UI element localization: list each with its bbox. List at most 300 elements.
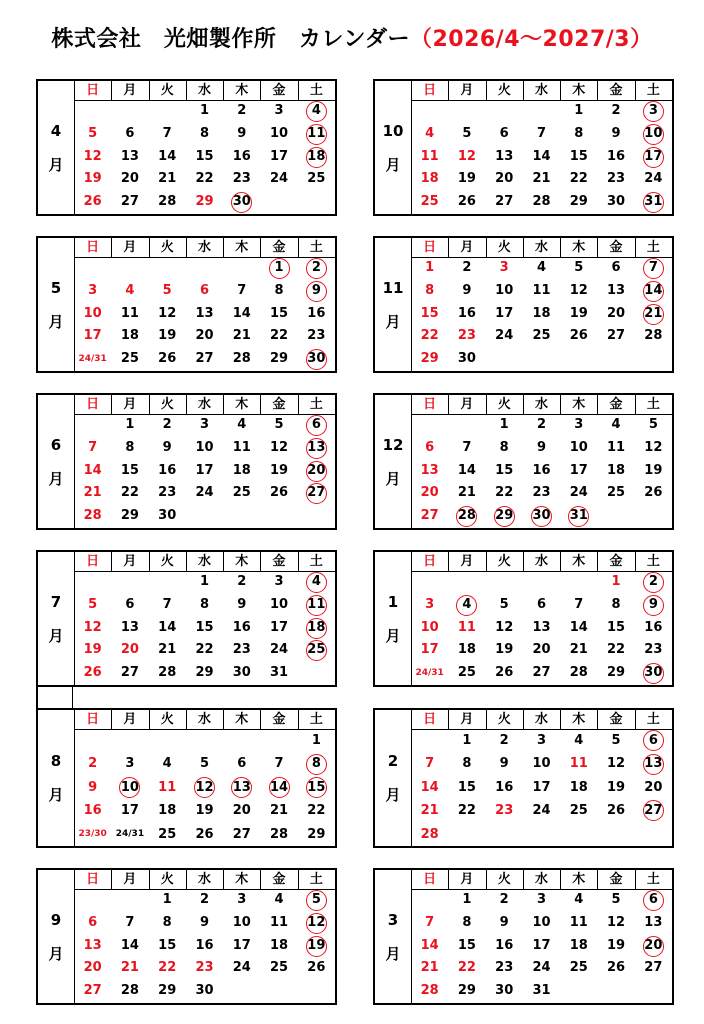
weekday-header: 水 — [534, 240, 548, 255]
month-kanji: 月 — [385, 469, 401, 488]
month-number: 11 — [382, 278, 404, 297]
day-cell: 26 — [195, 826, 214, 842]
day-cell: 20 — [232, 803, 251, 819]
day-cell: 20 — [195, 328, 214, 344]
day-cell: 9 — [199, 914, 209, 930]
day-cell: 8 — [162, 914, 172, 930]
day-cell: 12 — [607, 756, 626, 772]
day-cell: 17 — [420, 642, 439, 658]
day-cell: 2 — [237, 103, 247, 118]
day-cell: 10 — [532, 756, 551, 772]
weekday-header: 金 — [609, 83, 623, 98]
weekday-header: 土 — [309, 712, 323, 727]
day-cell: 11 — [569, 756, 588, 772]
weekday-header: 火 — [497, 240, 511, 255]
weekday-header: 金 — [272, 712, 286, 727]
weekday-header: 金 — [272, 554, 286, 569]
day-cell: 12 — [495, 619, 514, 635]
day-cell: 27 — [232, 826, 251, 842]
day-cell: 12 — [83, 619, 102, 635]
day-cell: 9 — [311, 282, 321, 298]
day-cell: 22 — [195, 642, 214, 658]
day-cell: 22 — [457, 960, 476, 976]
weekday-header: 木 — [572, 83, 586, 98]
month-number: 1 — [387, 592, 399, 611]
day-cell: 14 — [569, 619, 588, 635]
weekday-header: 火 — [497, 83, 511, 98]
month-block-1 — [373, 550, 674, 687]
month-kanji: 月 — [48, 626, 64, 645]
day-cell: 18 — [457, 642, 476, 658]
day-cell: 11 — [307, 125, 326, 141]
weekday-header: 土 — [646, 83, 660, 98]
day-cell: 1 — [425, 260, 435, 275]
month-kanji: 月 — [385, 944, 401, 963]
day-cell: 17 — [644, 148, 663, 164]
day-cell: 1 — [574, 103, 584, 118]
weekday-header: 火 — [497, 872, 511, 887]
weekday-header: 木 — [572, 712, 586, 727]
day-cell: 21 — [569, 642, 588, 658]
day-cell: 17 — [569, 462, 588, 478]
day-cell: 3 — [199, 417, 209, 432]
day-cell: 25 — [569, 960, 588, 976]
day-cell: 15 — [457, 779, 476, 795]
day-cell: 29 — [195, 665, 214, 681]
day-cell: 17 — [495, 305, 514, 321]
day-cell: 24/31 — [115, 828, 145, 839]
day-cell: 24 — [644, 171, 663, 187]
day-cell: 5 — [462, 125, 472, 141]
day-cell: 14 — [158, 148, 177, 164]
day-cell: 11 — [307, 596, 326, 612]
day-cell: 21 — [420, 960, 439, 976]
day-cell: 23 — [644, 642, 663, 658]
day-cell: 10 — [495, 282, 514, 298]
weekday-header: 木 — [235, 83, 249, 98]
day-cell: 1 — [462, 892, 472, 907]
weekday-header: 木 — [235, 554, 249, 569]
weekday-header: 水 — [197, 83, 211, 98]
weekday-header: 月 — [123, 83, 137, 98]
day-cell: 17 — [195, 462, 214, 478]
day-cell: 25 — [120, 351, 139, 367]
day-cell: 7 — [462, 439, 472, 455]
day-cell: 2 — [237, 574, 247, 589]
day-cell: 16 — [495, 937, 514, 953]
weekday-header: 土 — [309, 397, 323, 412]
weekday-header: 火 — [160, 712, 174, 727]
day-cell: 8 — [311, 756, 321, 772]
weekday-header: 水 — [534, 397, 548, 412]
day-cell: 7 — [648, 260, 658, 275]
day-cell: 20 — [120, 171, 139, 187]
day-cell: 26 — [644, 485, 663, 501]
day-cell: 28 — [420, 983, 439, 999]
day-cell: 11 — [158, 779, 177, 795]
weekday-header: 木 — [572, 397, 586, 412]
weekday-header: 日 — [423, 872, 437, 887]
day-cell: 29 — [457, 983, 476, 999]
day-cell: 19 — [195, 803, 214, 819]
day-cell: 1 — [199, 103, 209, 118]
day-cell: 8 — [425, 282, 435, 298]
day-cell: 28 — [457, 508, 476, 524]
day-cell: 29 — [569, 194, 588, 210]
weekday-header: 木 — [235, 397, 249, 412]
day-cell: 12 — [607, 914, 626, 930]
day-cell: 18 — [232, 462, 251, 478]
day-cell: 3 — [499, 260, 509, 275]
month-number: 5 — [50, 278, 62, 297]
day-cell: 1 — [125, 417, 135, 432]
day-cell: 21 — [232, 328, 251, 344]
weekday-header: 金 — [609, 397, 623, 412]
weekday-header: 日 — [86, 397, 100, 412]
month-number: 4 — [50, 121, 62, 140]
day-cell: 15 — [195, 619, 214, 635]
day-cell: 20 — [644, 779, 663, 795]
day-cell: 14 — [270, 779, 289, 795]
day-cell: 2 — [462, 260, 472, 275]
day-cell: 21 — [457, 485, 476, 501]
day-cell: 4 — [611, 417, 621, 432]
day-cell: 16 — [158, 462, 177, 478]
day-cell: 25 — [569, 803, 588, 819]
day-cell: 5 — [274, 417, 284, 432]
day-cell: 2 — [199, 892, 209, 907]
day-cell: 3 — [125, 756, 135, 772]
day-cell: 29 — [307, 826, 326, 842]
day-cell: 25 — [270, 960, 289, 976]
weekday-header: 火 — [160, 872, 174, 887]
weekday-header: 月 — [123, 397, 137, 412]
month-block-7 — [36, 550, 337, 687]
weekday-header: 日 — [86, 240, 100, 255]
day-cell: 18 — [569, 937, 588, 953]
day-cell: 25 — [532, 328, 551, 344]
day-cell: 17 — [120, 803, 139, 819]
weekday-header: 木 — [572, 872, 586, 887]
day-cell: 26 — [495, 665, 514, 681]
day-cell: 31 — [532, 983, 551, 999]
day-cell: 25 — [607, 485, 626, 501]
day-cell: 8 — [462, 756, 472, 772]
day-cell: 8 — [274, 282, 284, 298]
month-kanji: 月 — [48, 786, 64, 804]
month-kanji: 月 — [48, 944, 64, 963]
day-cell: 27 — [420, 508, 439, 524]
day-cell: 18 — [307, 619, 326, 635]
day-cell: 9 — [237, 125, 247, 141]
day-cell: 1 — [311, 733, 321, 748]
weekday-header: 土 — [646, 872, 660, 887]
weekday-header: 日 — [423, 554, 437, 569]
day-cell: 8 — [199, 125, 209, 141]
day-cell: 28 — [569, 665, 588, 681]
day-cell: 29 — [195, 194, 214, 210]
day-cell: 15 — [307, 779, 326, 795]
day-cell: 26 — [158, 351, 177, 367]
day-cell: 2 — [162, 417, 172, 432]
day-cell: 14 — [457, 462, 476, 478]
weekday-header: 日 — [423, 83, 437, 98]
day-cell: 7 — [88, 439, 98, 455]
day-cell: 9 — [536, 439, 546, 455]
day-cell: 14 — [532, 148, 551, 164]
month-block-6 — [36, 393, 337, 530]
day-cell: 7 — [237, 282, 247, 298]
weekday-header: 火 — [497, 712, 511, 727]
day-cell: 5 — [611, 892, 621, 907]
day-cell: 8 — [462, 914, 472, 930]
day-cell: 11 — [457, 619, 476, 635]
day-cell: 29 — [420, 351, 439, 367]
day-cell: 24 — [532, 960, 551, 976]
weekday-header: 月 — [460, 83, 474, 98]
day-cell: 8 — [499, 439, 509, 455]
weekday-header: 土 — [646, 240, 660, 255]
weekday-header: 月 — [460, 712, 474, 727]
day-cell: 26 — [307, 960, 326, 976]
day-cell: 20 — [120, 642, 139, 658]
day-cell: 16 — [495, 779, 514, 795]
month-number: 2 — [387, 752, 399, 770]
day-cell: 17 — [232, 937, 251, 953]
day-cell: 15 — [607, 619, 626, 635]
day-cell: 15 — [457, 937, 476, 953]
day-cell: 30 — [307, 351, 326, 367]
day-cell: 13 — [195, 305, 214, 321]
day-cell: 20 — [607, 305, 626, 321]
day-cell: 26 — [607, 803, 626, 819]
day-cell: 8 — [574, 125, 584, 141]
weekday-header: 木 — [572, 554, 586, 569]
day-cell: 8 — [611, 596, 621, 612]
day-cell: 4 — [237, 417, 247, 432]
day-cell: 28 — [232, 351, 251, 367]
day-cell: 24 — [232, 960, 251, 976]
day-cell: 21 — [270, 803, 289, 819]
weekday-header: 木 — [235, 872, 249, 887]
month-block-11 — [373, 236, 674, 373]
day-cell: 28 — [158, 194, 177, 210]
day-cell: 8 — [125, 439, 135, 455]
day-cell: 4 — [125, 282, 135, 298]
weekday-header: 水 — [197, 397, 211, 412]
day-cell: 25 — [307, 642, 326, 658]
day-cell: 16 — [307, 305, 326, 321]
day-cell: 22 — [307, 803, 326, 819]
weekday-header: 日 — [423, 240, 437, 255]
day-cell: 26 — [569, 328, 588, 344]
day-cell: 22 — [607, 642, 626, 658]
day-cell: 14 — [644, 282, 663, 298]
day-cell: 22 — [158, 960, 177, 976]
day-cell: 15 — [420, 305, 439, 321]
day-cell: 15 — [569, 148, 588, 164]
day-cell: 7 — [162, 125, 172, 141]
day-cell: 27 — [83, 983, 102, 999]
month-number: 6 — [50, 435, 62, 454]
day-cell: 13 — [307, 439, 326, 455]
month-number: 8 — [50, 752, 62, 770]
day-cell: 23 — [307, 328, 326, 344]
day-cell: 18 — [270, 937, 289, 953]
day-cell: 2 — [648, 574, 658, 589]
day-cell: 11 — [607, 439, 626, 455]
weekday-header: 金 — [609, 240, 623, 255]
day-cell: 31 — [644, 194, 663, 210]
day-cell: 28 — [83, 508, 102, 524]
weekday-header: 木 — [235, 712, 249, 727]
day-cell: 11 — [420, 148, 439, 164]
weekday-header: 月 — [123, 872, 137, 887]
day-cell: 26 — [270, 485, 289, 501]
weekday-header: 火 — [497, 397, 511, 412]
day-cell: 24 — [569, 485, 588, 501]
day-cell: 6 — [648, 733, 658, 748]
day-cell: 30 — [457, 351, 476, 367]
day-cell: 4 — [311, 103, 321, 118]
day-cell: 22 — [495, 485, 514, 501]
day-cell: 3 — [237, 892, 247, 907]
month-kanji: 月 — [48, 312, 64, 331]
month-kanji: 月 — [385, 155, 401, 174]
day-cell: 10 — [232, 914, 251, 930]
day-cell: 23 — [532, 485, 551, 501]
month-block-4 — [36, 79, 337, 216]
day-cell: 18 — [158, 803, 177, 819]
day-cell: 6 — [499, 125, 509, 141]
weekday-header: 水 — [197, 240, 211, 255]
day-cell: 17 — [532, 937, 551, 953]
day-cell: 6 — [611, 260, 621, 275]
weekday-header: 月 — [460, 554, 474, 569]
day-cell: 16 — [195, 937, 214, 953]
day-cell: 27 — [120, 194, 139, 210]
day-cell: 21 — [644, 305, 663, 321]
day-cell: 6 — [199, 282, 209, 298]
day-cell: 9 — [462, 282, 472, 298]
day-cell: 4 — [462, 596, 472, 612]
day-cell: 13 — [232, 779, 251, 795]
day-cell: 12 — [569, 282, 588, 298]
day-cell: 23 — [195, 960, 214, 976]
day-cell: 4 — [536, 260, 546, 275]
day-cell: 17 — [83, 328, 102, 344]
day-cell: 5 — [499, 596, 509, 612]
day-cell: 6 — [88, 914, 98, 930]
day-cell: 3 — [425, 596, 435, 612]
day-cell: 4 — [425, 125, 435, 141]
day-cell: 14 — [83, 462, 102, 478]
day-cell: 25 — [232, 485, 251, 501]
day-cell: 12 — [644, 439, 663, 455]
day-cell: 13 — [607, 282, 626, 298]
day-cell: 28 — [158, 665, 177, 681]
day-cell: 24 — [495, 328, 514, 344]
day-cell: 3 — [274, 103, 284, 118]
weekday-header: 火 — [160, 240, 174, 255]
weekday-header: 水 — [197, 554, 211, 569]
day-cell: 4 — [274, 892, 284, 907]
day-cell: 15 — [270, 305, 289, 321]
weekday-header: 金 — [609, 554, 623, 569]
weekday-header: 金 — [609, 872, 623, 887]
weekday-header: 木 — [235, 240, 249, 255]
day-cell: 24 — [532, 803, 551, 819]
day-cell: 11 — [232, 439, 251, 455]
day-cell: 6 — [125, 596, 135, 612]
day-cell: 27 — [532, 665, 551, 681]
day-cell: 1 — [162, 892, 172, 907]
day-cell: 4 — [574, 892, 584, 907]
day-cell: 29 — [120, 508, 139, 524]
day-cell: 20 — [644, 937, 663, 953]
day-cell: 11 — [270, 914, 289, 930]
day-cell: 19 — [270, 462, 289, 478]
divider — [74, 729, 335, 730]
day-cell: 5 — [648, 417, 658, 432]
day-cell: 6 — [125, 125, 135, 141]
day-cell: 2 — [611, 103, 621, 118]
weekday-header: 水 — [534, 712, 548, 727]
day-cell: 12 — [457, 148, 476, 164]
day-cell: 30 — [158, 508, 177, 524]
day-cell: 23 — [495, 960, 514, 976]
day-cell: 4 — [311, 574, 321, 589]
day-cell: 19 — [158, 328, 177, 344]
month-block-2 — [373, 708, 674, 848]
day-cell: 6 — [311, 417, 321, 432]
day-cell: 21 — [158, 171, 177, 187]
day-cell: 30 — [644, 665, 663, 681]
weekday-header: 日 — [86, 554, 100, 569]
day-cell: 9 — [162, 439, 172, 455]
day-cell: 7 — [425, 756, 435, 772]
weekday-header: 土 — [309, 554, 323, 569]
day-cell: 5 — [574, 260, 584, 275]
day-cell: 23/30 — [78, 828, 107, 839]
day-cell: 1 — [274, 260, 284, 275]
day-cell: 29 — [607, 665, 626, 681]
weekday-header: 土 — [309, 872, 323, 887]
day-cell: 27 — [120, 665, 139, 681]
day-cell: 4 — [162, 756, 172, 772]
day-cell: 12 — [307, 914, 326, 930]
day-cell: 31 — [270, 665, 289, 681]
day-cell: 29 — [158, 983, 177, 999]
day-cell: 14 — [420, 779, 439, 795]
day-cell: 9 — [237, 596, 247, 612]
day-cell: 20 — [83, 960, 102, 976]
weekday-header: 水 — [534, 554, 548, 569]
day-cell: 13 — [120, 148, 139, 164]
weekday-header: 水 — [534, 872, 548, 887]
day-cell: 25 — [158, 826, 177, 842]
day-cell: 7 — [162, 596, 172, 612]
day-cell: 12 — [270, 439, 289, 455]
day-cell: 28 — [270, 826, 289, 842]
weekday-header: 月 — [123, 554, 137, 569]
month-number: 7 — [50, 592, 62, 611]
day-cell: 18 — [532, 305, 551, 321]
day-cell: 28 — [644, 328, 663, 344]
weekday-header: 土 — [646, 712, 660, 727]
day-cell: 10 — [420, 619, 439, 635]
weekday-header: 金 — [272, 240, 286, 255]
